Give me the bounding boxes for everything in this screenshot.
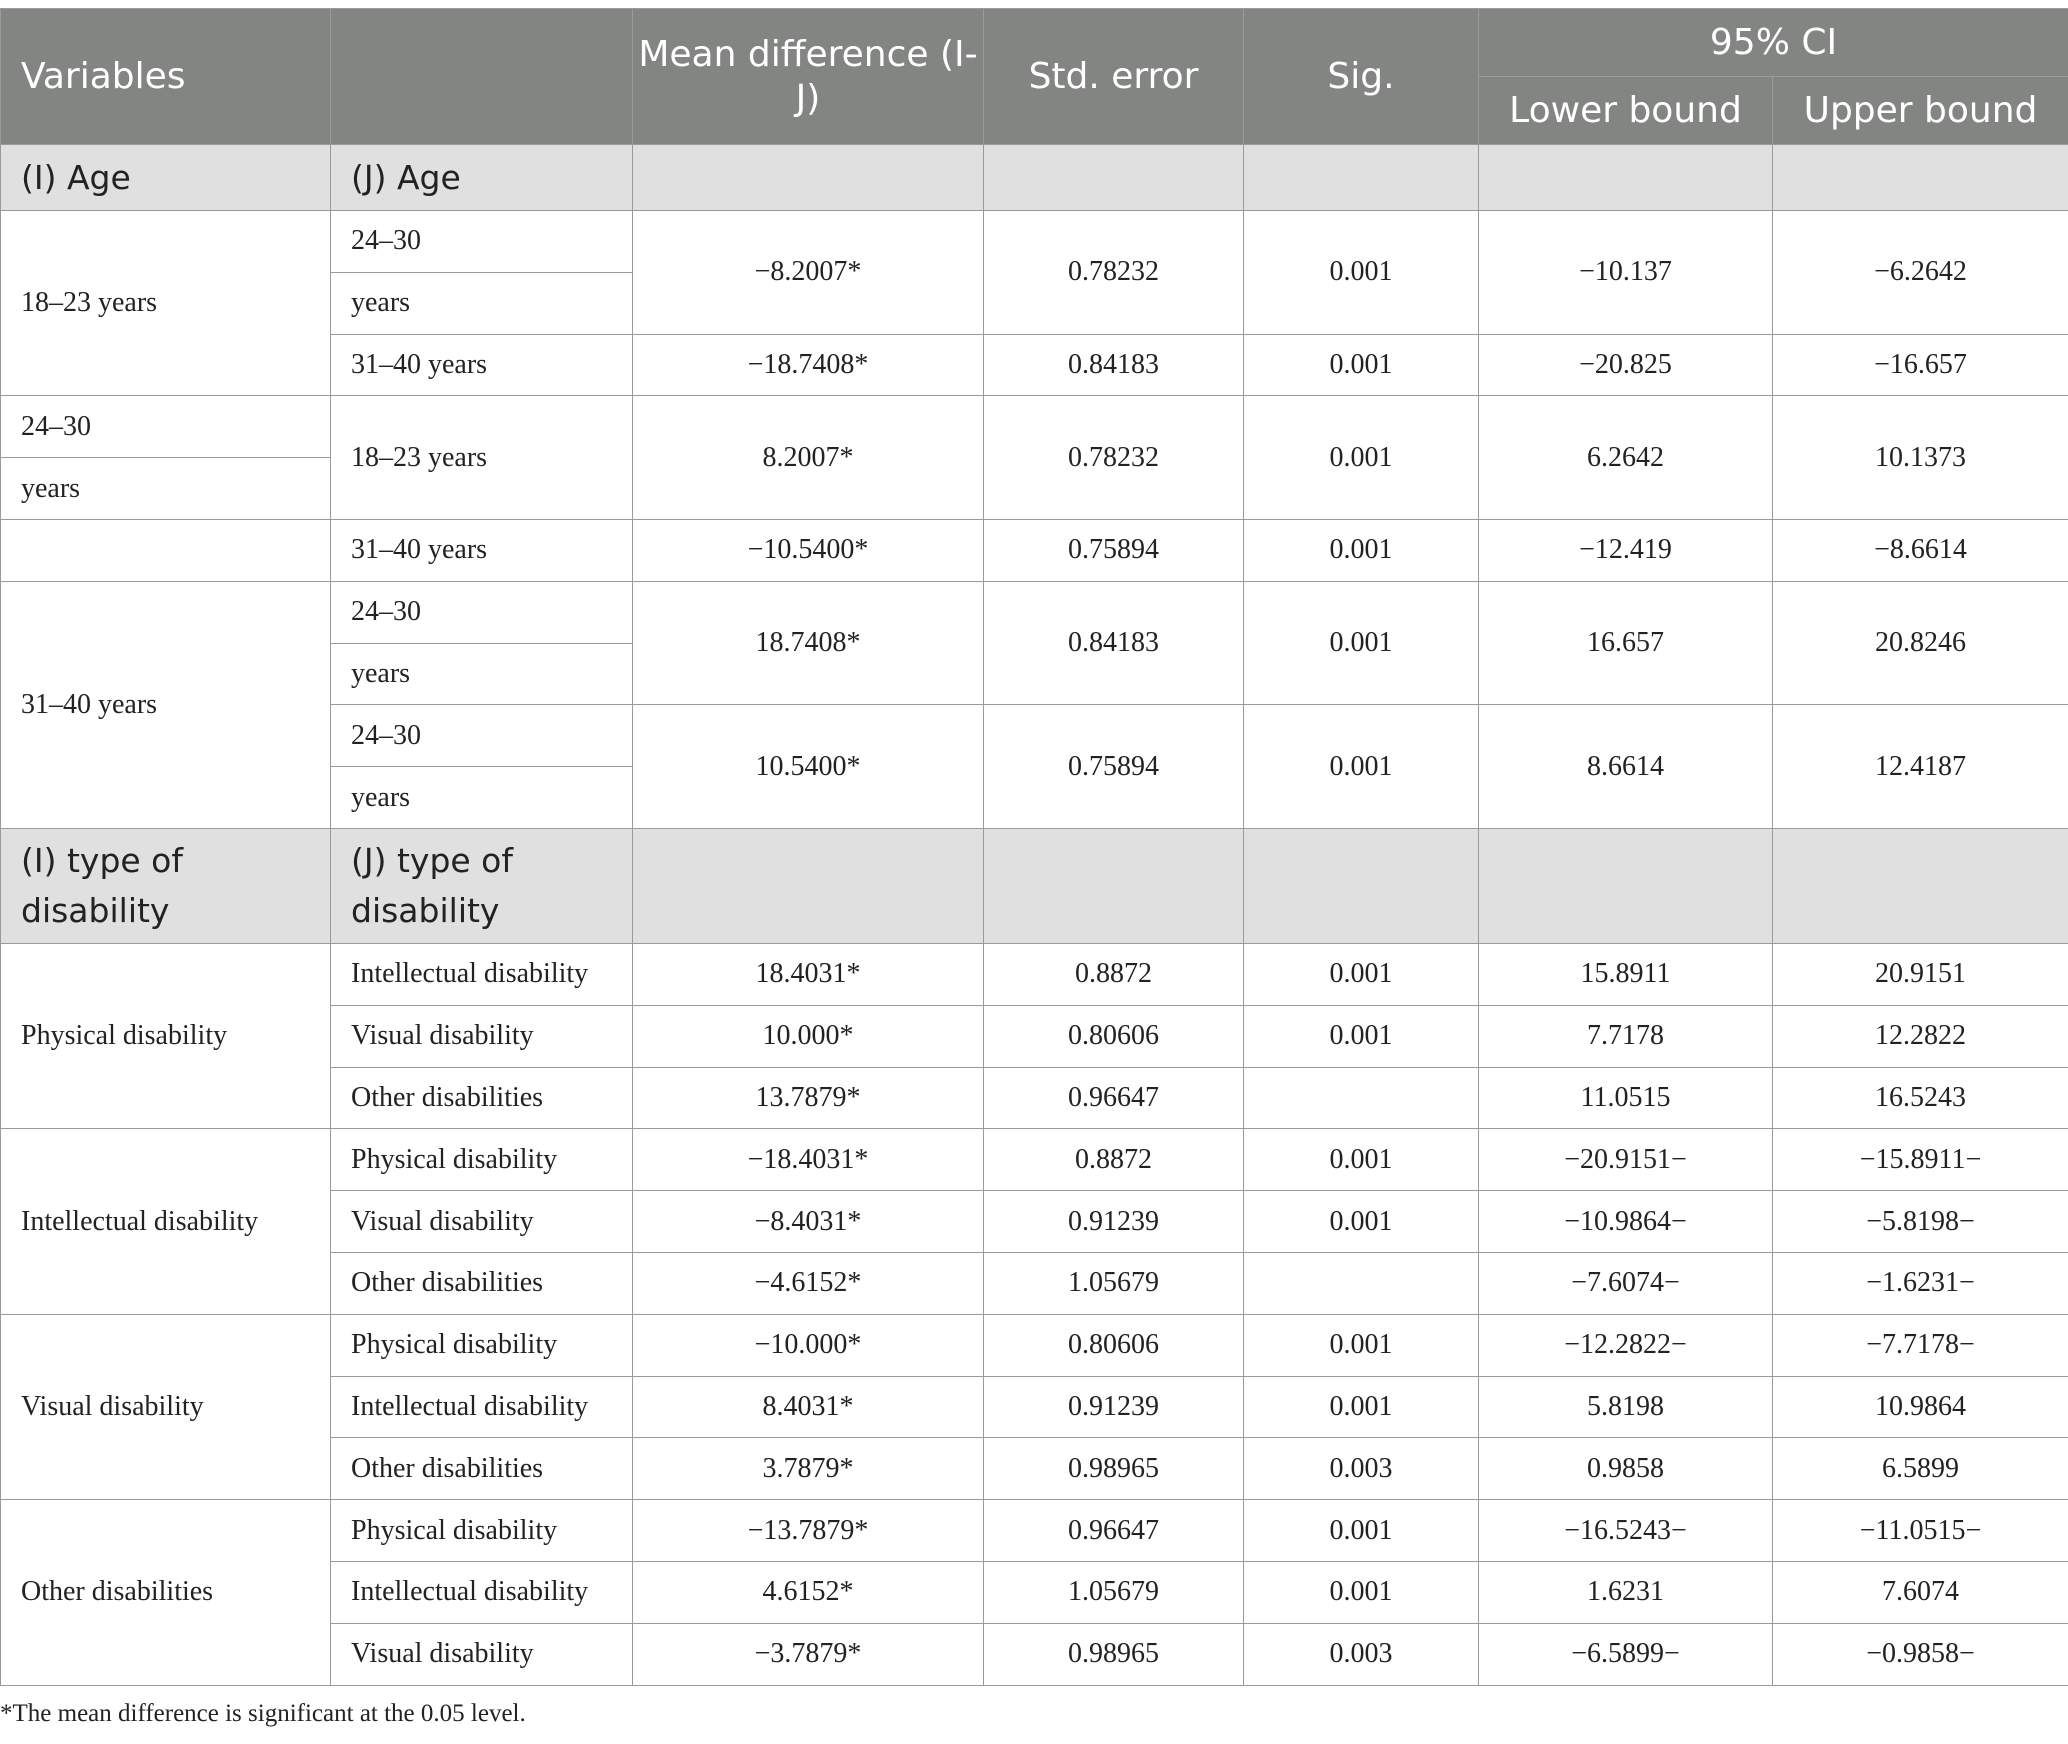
std-error-cell: 1.05679 [984, 1252, 1244, 1314]
section-row [1, 145, 2068, 211]
lower-bound-cell: −10.137 [1479, 211, 1773, 335]
upper-bound-cell: −5.8198− [1773, 1191, 2068, 1253]
lower-bound-cell: 7.7178 [1479, 1005, 1773, 1067]
sig-cell: 0.001 [1244, 1500, 1479, 1562]
upper-bound-cell: 12.4187 [1773, 705, 2068, 829]
upper-bound-cell: 12.2822 [1773, 1005, 2068, 1067]
mean-difference-cell: −10.5400* [633, 519, 984, 581]
post-hoc-comparison-table [0, 8, 2068, 1686]
header-lower-bound: Lower bound [1479, 77, 1773, 145]
upper-bound-cell: 10.9864 [1773, 1376, 2068, 1438]
j-label: Visual disability [331, 1191, 633, 1253]
mean-difference-cell: −13.7879* [633, 1500, 984, 1562]
sig-cell: 0.001 [1244, 211, 1479, 335]
i-group-label: 18–23 years [1, 211, 331, 396]
lower-bound-cell: 5.8198 [1479, 1376, 1773, 1438]
upper-bound-cell: 20.8246 [1773, 581, 2068, 705]
std-error-cell: 0.98965 [984, 1623, 1244, 1685]
header-upper-bound: Upper bound [1773, 77, 2068, 145]
upper-bound-cell: 7.6074 [1773, 1561, 2068, 1623]
section-empty-cell [1773, 828, 2068, 943]
sig-cell: 0.001 [1244, 1314, 1479, 1376]
section-empty-cell [1773, 145, 2068, 211]
std-error-cell: 0.75894 [984, 705, 1244, 829]
section-i-label: (I) type of disability [1, 828, 331, 943]
std-error-cell: 0.84183 [984, 581, 1244, 705]
std-error-cell: 0.78232 [984, 396, 1244, 520]
j-label: 31–40 years [331, 519, 633, 581]
i-group-label: Visual disability [1, 1314, 331, 1499]
lower-bound-cell: 15.8911 [1479, 943, 1773, 1005]
lower-bound-cell: −6.5899− [1479, 1623, 1773, 1685]
sig-cell [1244, 1252, 1479, 1314]
j-label: Other disabilities [331, 1252, 633, 1314]
j-label: 18–23 years [331, 396, 633, 520]
header-ci: 95% CI [1479, 9, 2068, 77]
header-empty [331, 9, 633, 145]
sig-cell: 0.001 [1244, 1376, 1479, 1438]
j-label-cont: years [331, 272, 633, 334]
j-label: 31–40 years [331, 334, 633, 396]
i-group-label: 31–40 years [1, 581, 331, 828]
j-label: Physical disability [331, 1500, 633, 1562]
j-label-cont: years [331, 643, 633, 705]
table-row [1, 519, 2068, 581]
std-error-cell: 0.98965 [984, 1438, 1244, 1500]
mean-difference-cell: 8.2007* [633, 396, 984, 520]
upper-bound-cell: −8.6614 [1773, 519, 2068, 581]
section-empty-cell [1479, 145, 1773, 211]
lower-bound-cell: 16.657 [1479, 581, 1773, 705]
table-row [1, 1500, 2068, 1562]
section-empty-cell [984, 145, 1244, 211]
section-row [1, 828, 2068, 943]
sig-cell: 0.001 [1244, 519, 1479, 581]
j-label: Intellectual disability [331, 1376, 633, 1438]
mean-difference-cell: 8.4031* [633, 1376, 984, 1438]
sig-cell: 0.003 [1244, 1623, 1479, 1685]
lower-bound-cell: 0.9858 [1479, 1438, 1773, 1500]
i-group-label: Intellectual disability [1, 1129, 331, 1314]
j-label: Intellectual disability [331, 1561, 633, 1623]
mean-difference-cell: 10.5400* [633, 705, 984, 829]
sig-cell: 0.001 [1244, 943, 1479, 1005]
std-error-cell: 0.96647 [984, 1067, 1244, 1129]
mean-difference-cell: 18.7408* [633, 581, 984, 705]
table-row [1, 396, 2068, 458]
mean-difference-cell: −18.4031* [633, 1129, 984, 1191]
std-error-cell: 0.84183 [984, 334, 1244, 396]
table-row [1, 581, 2068, 643]
mean-difference-cell: −18.7408* [633, 334, 984, 396]
mean-difference-cell: −3.7879* [633, 1623, 984, 1685]
sig-cell: 0.001 [1244, 581, 1479, 705]
std-error-cell: 0.8872 [984, 943, 1244, 1005]
sig-cell: 0.001 [1244, 334, 1479, 396]
sig-cell: 0.001 [1244, 1005, 1479, 1067]
upper-bound-cell: −7.7178− [1773, 1314, 2068, 1376]
mean-difference-cell: −4.6152* [633, 1252, 984, 1314]
std-error-cell: 0.96647 [984, 1500, 1244, 1562]
sig-cell: 0.001 [1244, 705, 1479, 829]
mean-difference-cell: 13.7879* [633, 1067, 984, 1129]
i-group-label-cont: years [1, 458, 331, 520]
lower-bound-cell: 11.0515 [1479, 1067, 1773, 1129]
lower-bound-cell: −7.6074− [1479, 1252, 1773, 1314]
table-row [1, 943, 2068, 1005]
i-group-label: 24–30 [1, 396, 331, 458]
sig-cell: 0.001 [1244, 1191, 1479, 1253]
lower-bound-cell: 8.6614 [1479, 705, 1773, 829]
upper-bound-cell: 10.1373 [1773, 396, 2068, 520]
upper-bound-cell: −11.0515− [1773, 1500, 2068, 1562]
i-group-empty [1, 519, 331, 581]
j-label: Other disabilities [331, 1438, 633, 1500]
table-row [1, 1314, 2068, 1376]
header-mean-difference: Mean difference (I-J) [633, 9, 984, 145]
j-label: Other disabilities [331, 1067, 633, 1129]
std-error-cell: 0.78232 [984, 211, 1244, 335]
header-variables: Variables [1, 9, 331, 145]
sig-cell [1244, 1067, 1479, 1129]
section-i-label: (I) Age [1, 145, 331, 211]
mean-difference-cell: 10.000* [633, 1005, 984, 1067]
header-sig: Sig. [1244, 9, 1479, 145]
section-empty-cell [1244, 828, 1479, 943]
upper-bound-cell: 20.9151 [1773, 943, 2068, 1005]
j-label: Visual disability [331, 1623, 633, 1685]
std-error-cell: 0.8872 [984, 1129, 1244, 1191]
lower-bound-cell: −12.2822− [1479, 1314, 1773, 1376]
j-label: Physical disability [331, 1129, 633, 1191]
mean-difference-cell: −10.000* [633, 1314, 984, 1376]
section-empty-cell [984, 828, 1244, 943]
section-empty-cell [633, 145, 984, 211]
lower-bound-cell: −10.9864− [1479, 1191, 1773, 1253]
upper-bound-cell: 16.5243 [1773, 1067, 2068, 1129]
sig-cell: 0.001 [1244, 396, 1479, 520]
upper-bound-cell: −6.2642 [1773, 211, 2068, 335]
lower-bound-cell: −20.825 [1479, 334, 1773, 396]
lower-bound-cell: −20.9151− [1479, 1129, 1773, 1191]
upper-bound-cell: −15.8911− [1773, 1129, 2068, 1191]
std-error-cell: 0.80606 [984, 1005, 1244, 1067]
j-label: Visual disability [331, 1005, 633, 1067]
upper-bound-cell: −16.657 [1773, 334, 2068, 396]
std-error-cell: 0.91239 [984, 1191, 1244, 1253]
header-row [1, 9, 2068, 77]
std-error-cell: 0.91239 [984, 1376, 1244, 1438]
section-j-label: (J) type of disability [331, 828, 633, 943]
i-group-label: Other disabilities [1, 1500, 331, 1685]
section-empty-cell [1479, 828, 1773, 943]
lower-bound-cell: 6.2642 [1479, 396, 1773, 520]
j-label: 24–30 [331, 705, 633, 767]
table-row [1, 211, 2068, 273]
lower-bound-cell: −12.419 [1479, 519, 1773, 581]
lower-bound-cell: 1.6231 [1479, 1561, 1773, 1623]
section-empty-cell [633, 828, 984, 943]
std-error-cell: 1.05679 [984, 1561, 1244, 1623]
std-error-cell: 0.80606 [984, 1314, 1244, 1376]
table-row [1, 1129, 2068, 1191]
mean-difference-cell: 3.7879* [633, 1438, 984, 1500]
upper-bound-cell: 6.5899 [1773, 1438, 2068, 1500]
std-error-cell: 0.75894 [984, 519, 1244, 581]
section-j-label: (J) Age [331, 145, 633, 211]
mean-difference-cell: 4.6152* [633, 1561, 984, 1623]
mean-difference-cell: −8.4031* [633, 1191, 984, 1253]
lower-bound-cell: −16.5243− [1479, 1500, 1773, 1562]
mean-difference-cell: −8.2007* [633, 211, 984, 335]
sig-cell: 0.003 [1244, 1438, 1479, 1500]
footnote: *The mean difference is significant at the 0.05 level. [0, 1700, 526, 1727]
mean-difference-cell: 18.4031* [633, 943, 984, 1005]
sig-cell: 0.001 [1244, 1129, 1479, 1191]
sig-cell: 0.001 [1244, 1561, 1479, 1623]
j-label: 24–30 [331, 211, 633, 273]
header-std-error: Std. error [984, 9, 1244, 145]
j-label: 24–30 [331, 581, 633, 643]
upper-bound-cell: −1.6231− [1773, 1252, 2068, 1314]
j-label-cont: years [331, 767, 633, 829]
upper-bound-cell: −0.9858− [1773, 1623, 2068, 1685]
i-group-label: Physical disability [1, 943, 331, 1128]
section-empty-cell [1244, 145, 1479, 211]
j-label: Physical disability [331, 1314, 633, 1376]
j-label: Intellectual disability [331, 943, 633, 1005]
